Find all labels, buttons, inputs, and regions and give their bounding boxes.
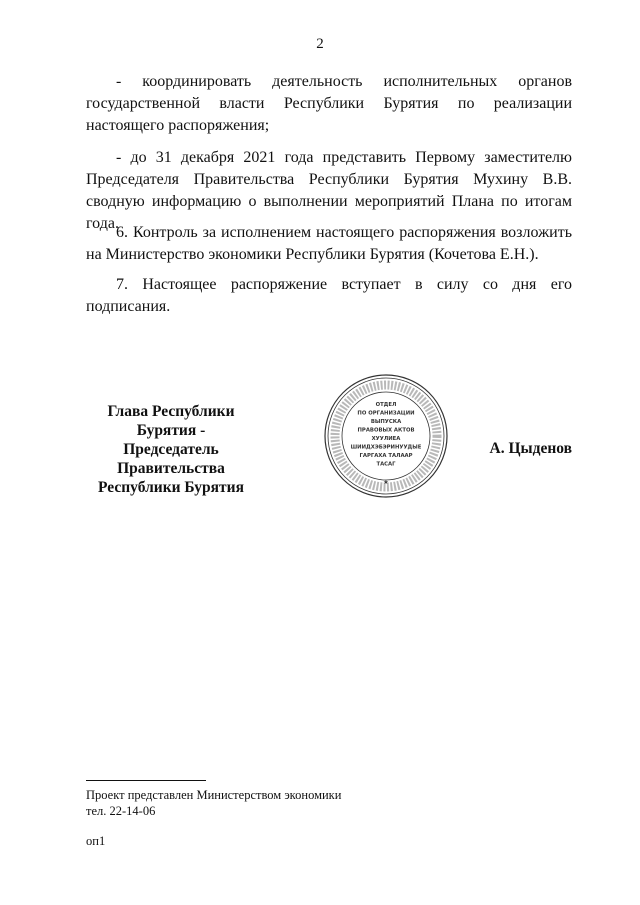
- footnote-divider: [86, 780, 206, 781]
- signatory-title: [86, 402, 256, 497]
- stamp-text-line: ГАРГАХА ТАЛААР: [359, 453, 413, 459]
- footnote-project: Проект представлен Министерством экономики: [86, 788, 342, 802]
- svg-text:★: ★: [383, 480, 389, 486]
- footnote-phone: тел. 22-14-06: [86, 804, 156, 818]
- stamp-text-line: ОТДЕЛ: [375, 402, 397, 408]
- stamp-text-line: ПРАВОВЫХ АКТОВ: [357, 427, 415, 434]
- stamp-text-line: ВЫПУСКА: [370, 419, 402, 425]
- signatory-name: А. Цыденов: [489, 440, 572, 457]
- official-stamp: [322, 372, 450, 500]
- paragraph-item-7: 7. Настоящее распоряжение вступает в силу со дня его подписания.: [86, 276, 572, 315]
- paragraph-report-deadline: - до 31 декабря 2021 года представить Первому заместителю Председателя Правительства Республики Бурятия Мухину В.В. сводную информацию о выполнении мероприятий Плана по итогам года.: [86, 149, 572, 232]
- stamp-text-line: ХУУЛИЕА: [371, 436, 401, 442]
- stamp-text-line: ТАСАГ: [376, 461, 396, 468]
- document-code: оп1: [86, 834, 106, 848]
- page-number: 2: [316, 36, 324, 52]
- paragraph-item-6: 6. Контроль за исполнением настоящего распоряжения возложить на Министерство экономики Республики Бурятия (Кочетова Е.Н.).: [86, 224, 572, 263]
- signatory-title-line: Председатель Правительства: [117, 441, 225, 477]
- paragraph-coordinate: - координировать деятельность исполнительных органов государственной власти Республики Бурятия по реализации настоящего распоряжения;: [86, 73, 572, 134]
- signatory-title-line: Республики Бурятия: [98, 479, 244, 496]
- stamp-text-line: ПО ОРГАНИЗАЦИИ: [357, 410, 415, 417]
- stamp-text-line: ШИИДХЭБЭРИНУУДЫЕ: [350, 444, 422, 451]
- signatory-title-line: Глава Республики Бурятия -: [107, 403, 235, 439]
